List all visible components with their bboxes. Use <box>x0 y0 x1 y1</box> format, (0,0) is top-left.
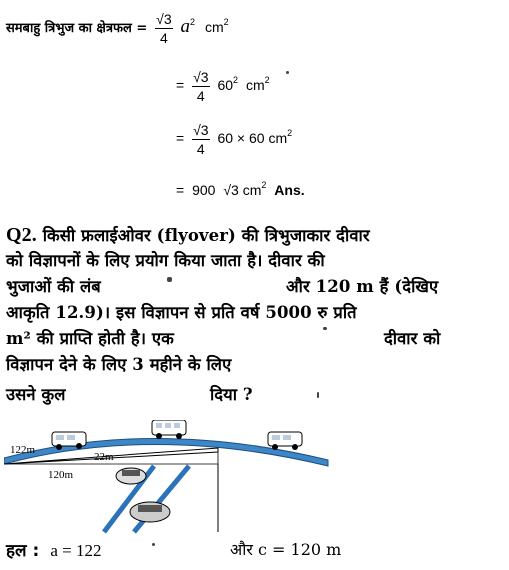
label-22m: 22m <box>94 451 114 463</box>
formula-line-4 <box>176 180 305 198</box>
exponent: 2 <box>223 17 229 28</box>
solution-c: और c = 120 m <box>230 540 342 559</box>
exponent: 2 <box>264 75 270 86</box>
question-line-3a: भुजाओं की लंब <box>6 277 101 296</box>
question-number: Q2. <box>6 224 37 246</box>
solution-line <box>6 538 102 561</box>
step2-value: 60 <box>217 77 234 94</box>
fraction-denominator: 4 <box>160 30 168 46</box>
formula-line-1 <box>6 10 229 47</box>
question-line-5b: दीवार को <box>384 329 441 348</box>
unit-cm: cm <box>245 77 265 94</box>
car-icon <box>130 502 170 522</box>
question-text: किसी फ्रलाईओवर (flyover) की त्रिभुजाकार दीवार <box>42 226 370 245</box>
fraction-numerator: √3 <box>193 69 209 85</box>
stray-mark <box>323 327 327 330</box>
exponent: 2 <box>233 75 239 86</box>
question-line-2: को विज्ञापनों के लिए प्रयोग किया जाता है। दीवार की <box>6 251 325 270</box>
stray-mark <box>286 71 289 74</box>
fraction <box>155 10 172 47</box>
fraction <box>192 121 209 158</box>
label-122m: 122m <box>10 444 36 456</box>
fraction-numerator: √3 <box>156 11 172 27</box>
ans-label: Ans. <box>274 182 305 198</box>
question-line-7b: दिया ? <box>210 385 253 404</box>
formula-lhs: समबाहु त्रिभुज का क्षेत्रफल = <box>6 21 148 37</box>
fraction <box>192 68 209 105</box>
exponent: 2 <box>287 128 293 139</box>
fraction-denominator: 4 <box>196 88 205 104</box>
exponent: 2 <box>261 180 267 190</box>
equals-sign: = <box>176 130 185 147</box>
label-120m: 120m <box>48 469 74 481</box>
question-line-3b: और 120 m हैं (देखिए <box>286 277 439 296</box>
question-line-4: आकृति 12.9)। इस विज्ञापन से प्रति वर्ष 5000 रु प्रति <box>6 303 357 322</box>
unit-cm: cm <box>242 182 262 198</box>
solution-label: हल : <box>6 541 40 561</box>
solution-a: a = 122 <box>50 541 102 560</box>
question-line-6: विज्ञापन देने के लिए 3 महीने के लिए <box>6 355 232 374</box>
equals-sign: = <box>176 182 185 198</box>
stray-mark <box>152 543 155 546</box>
variable-a: a <box>180 16 191 38</box>
equals-sign: = <box>176 77 185 94</box>
stray-mark <box>167 277 172 282</box>
final-value: 900 <box>192 182 216 198</box>
fraction-numerator: √3 <box>193 122 209 138</box>
step3-value: 60 × 60 cm <box>217 130 288 147</box>
flyover-figure <box>4 420 334 535</box>
car-icon <box>268 432 302 450</box>
formula-line-3 <box>176 121 292 158</box>
unit-cm: cm <box>204 19 224 36</box>
fraction-denominator: 4 <box>196 141 205 157</box>
question-line-1 <box>6 222 370 249</box>
exponent: 2 <box>190 17 196 28</box>
van-icon <box>152 420 186 439</box>
car-icon <box>116 468 146 484</box>
stray-mark <box>317 392 319 398</box>
formula-line-2 <box>176 68 270 105</box>
question-line-5a: m² की प्राप्ति होती है। एक <box>6 329 174 348</box>
sqrt3: √3 <box>223 182 239 198</box>
question-line-7a: उसने कुल <box>6 385 66 404</box>
